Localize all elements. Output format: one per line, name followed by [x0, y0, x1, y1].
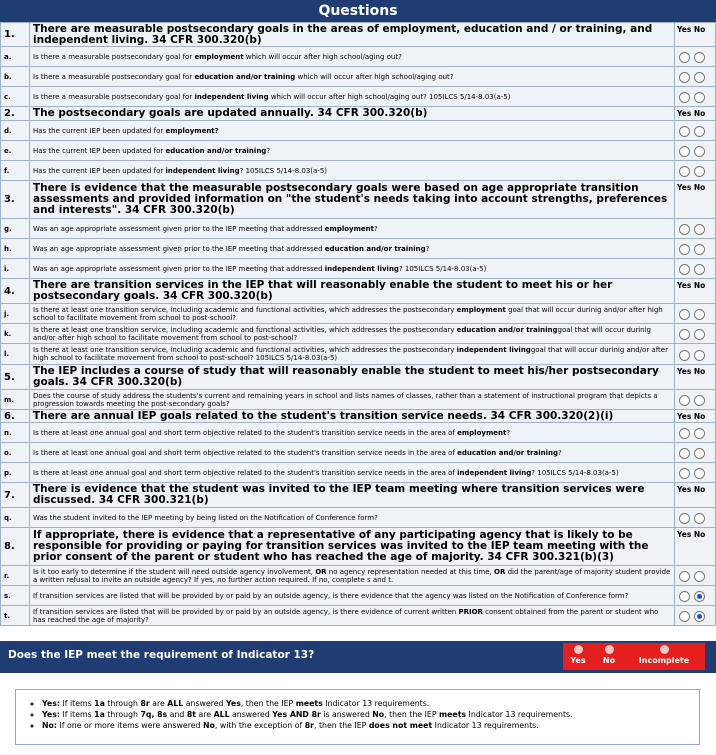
- yes-radio[interactable]: [679, 591, 690, 602]
- question-item-row: [1, 121, 716, 141]
- questions-header: Questions: [0, 0, 716, 22]
- no-radio[interactable]: [694, 468, 705, 479]
- answer-radios: [675, 87, 716, 107]
- indicator-options: [563, 643, 705, 670]
- question-heading: There is evidence that the student was invited to the IEP team meeting where transition services were discussed. 34 CFR 300.321(b): [30, 483, 675, 508]
- question-item-row: [1, 304, 716, 324]
- answer-radios: [675, 161, 716, 181]
- question-heading: There are annual IEP goals related to the student's transition service needs. 34 CFR 300.320(2)(i): [30, 410, 675, 423]
- item-number: m.: [1, 390, 30, 410]
- scoring-rule: ◦ No: If one or more items were answered No, with the exception of 8r, then the IEP does not meet Indicator 13 requirements.: [42, 720, 699, 731]
- item-number: h.: [1, 239, 30, 259]
- indicator-yes-option[interactable]: [567, 645, 589, 665]
- question-text: Is there a measurable postsecondary goal for education and/or training which will occur after high school/aging out?: [30, 67, 675, 87]
- item-number: k.: [1, 324, 30, 344]
- scoring-rule: ◦ Yes: If items 1a through 7q, 8s and 8t are ALL answered Yes AND 8r is answered No, then the IEP meets Indicator 13 requirements.: [42, 709, 699, 720]
- no-radio[interactable]: [694, 52, 705, 63]
- question-item-row: [1, 586, 716, 606]
- indicator-incomplete-label: Incomplete: [638, 656, 690, 665]
- yes-no-column-label: Yes No: [675, 23, 716, 47]
- yes-radio[interactable]: [679, 92, 690, 103]
- item-number: f.: [1, 161, 30, 181]
- question-heading: The IEP includes a course of study that will reasonably enable the student to meet his/her postsecondary goals. 34 CFR 300.320(b): [30, 365, 675, 390]
- item-number: b.: [1, 67, 30, 87]
- item-number: 2.: [1, 107, 30, 121]
- item-number: l.: [1, 344, 30, 365]
- item-number: r.: [1, 566, 30, 586]
- no-radio[interactable]: [694, 146, 705, 157]
- question-item-row: [1, 161, 716, 181]
- item-number: 4.: [1, 279, 30, 304]
- indicator-no-option[interactable]: [597, 645, 621, 665]
- question-header-row: [1, 365, 716, 390]
- yes-radio[interactable]: [679, 309, 690, 320]
- question-heading: If appropriate, there is evidence that a representative of any participating agency that is likely to be responsible for providing or paying for transition services was invited to the IEP team meeting with the prior consent of the parent or student who has reached the age of majority. 34 CFR 300.321(b)(3): [30, 528, 675, 566]
- no-radio[interactable]: [694, 611, 705, 622]
- question-text: Is there at least one annual goal and short term objective related to the student's transition service needs in the area of employment?: [30, 423, 675, 443]
- answer-radios: [675, 324, 716, 344]
- no-radio[interactable]: [694, 571, 705, 582]
- question-text: Is there at least one transition service, including academic and functional activities, which addresses the postsecondary independent livinggoal that will occur durinig and/or after high school to facilitate movement from school to post-school? 105ILCS 5/14-8.03(a-5): [30, 344, 675, 365]
- question-text: Is there at least one annual goal and short term objective related to the student's transition service needs in the area of education and/or training?: [30, 443, 675, 463]
- yes-radio[interactable]: [679, 611, 690, 622]
- indicator-incomplete-radio[interactable]: [660, 645, 669, 654]
- yes-radio[interactable]: [679, 513, 690, 524]
- no-radio[interactable]: [694, 513, 705, 524]
- yes-no-column-label: Yes No: [675, 365, 716, 390]
- question-text: Is there at least one transition service, including academic and functional activities, which addresses the postsecondary education and/or traininggoal that will occur durinig and/or after high school to facilitate movement from school to post-school?: [30, 324, 675, 344]
- answer-radios: [675, 47, 716, 67]
- answer-radios: [675, 390, 716, 410]
- yes-radio[interactable]: [679, 428, 690, 439]
- question-text: Has the current IEP been updated for employment?: [30, 121, 675, 141]
- question-item-row: [1, 87, 716, 107]
- item-number: 5.: [1, 365, 30, 390]
- question-header-row: [1, 410, 716, 423]
- no-radio[interactable]: [694, 166, 705, 177]
- scoring-rules-list: [16, 690, 699, 731]
- no-radio[interactable]: [694, 395, 705, 406]
- question-text: Is there at least one annual goal and short term objective related to the student's transition service needs in the area of independent living? 105ILCS 5/14-8.03(a-5): [30, 463, 675, 483]
- item-number: 1.: [1, 23, 30, 47]
- answer-radios: [675, 239, 716, 259]
- item-number: c.: [1, 87, 30, 107]
- question-text: Is there a measurable postsecondary goal for employment which will occur after high school/aging out?: [30, 47, 675, 67]
- item-number: e.: [1, 141, 30, 161]
- yes-radio[interactable]: [679, 571, 690, 582]
- yes-radio[interactable]: [679, 448, 690, 459]
- question-text: Was an age appropriate assessment given prior to the IEP meeting that addressed employment?: [30, 219, 675, 239]
- indicator-incomplete-option[interactable]: [629, 645, 699, 665]
- yes-no-column-label: Yes No: [675, 528, 716, 566]
- item-number: p.: [1, 463, 30, 483]
- yes-no-column-label: Yes No: [675, 483, 716, 508]
- question-text: Does the course of study address the students's current and remaining years in school and lists names of classes, rather than a statement of instructional program that depicts a progression towards meeting the post-secondary goals?: [30, 390, 675, 410]
- question-header-row: [1, 181, 716, 219]
- question-item-row: [1, 239, 716, 259]
- item-number: 7.: [1, 483, 30, 508]
- answer-radios: [675, 344, 716, 365]
- no-radio[interactable]: [694, 448, 705, 459]
- no-radio[interactable]: [694, 264, 705, 275]
- yes-radio[interactable]: [679, 72, 690, 83]
- question-item-row: [1, 324, 716, 344]
- question-item-row: [1, 390, 716, 410]
- indicator-question: Does the IEP meet the requirement of Indicator 13?: [8, 649, 315, 661]
- no-radio[interactable]: [694, 309, 705, 320]
- item-number: d.: [1, 121, 30, 141]
- questions-table: [0, 22, 716, 626]
- item-number: q.: [1, 508, 30, 528]
- question-item-row: [1, 423, 716, 443]
- yes-no-column-label: Yes No: [675, 410, 716, 423]
- item-number: 3.: [1, 181, 30, 219]
- yes-no-column-label: Yes No: [675, 181, 716, 219]
- answer-radios: [675, 67, 716, 87]
- question-text: Is there a measurable postsecondary goal for independent living which will occur after high school/aging out? 105ILCS 5/14-8.03(a-5): [30, 87, 675, 107]
- no-radio[interactable]: [694, 428, 705, 439]
- yes-radio[interactable]: [679, 244, 690, 255]
- question-text: If transition services are listed that will be provided by or paid by an outside agency, is there evidence that the agency was listed on the Notification of Conference form?: [30, 586, 675, 606]
- item-number: g.: [1, 219, 30, 239]
- indicator-yes-label: Yes: [570, 656, 586, 665]
- item-number: n.: [1, 423, 30, 443]
- question-item-row: [1, 344, 716, 365]
- no-radio[interactable]: [694, 350, 705, 361]
- indicator-no-radio[interactable]: [605, 645, 614, 654]
- answer-radios: [675, 304, 716, 324]
- question-text: Has the current IEP been updated for independent living? 105ILCS 5/14-8.03(a-5): [30, 161, 675, 181]
- answer-radios: [675, 508, 716, 528]
- yes-no-column-label: Yes No: [675, 279, 716, 304]
- question-header-row: [1, 23, 716, 47]
- question-item-row: [1, 67, 716, 87]
- question-header-row: [1, 528, 716, 566]
- question-text: If transition services are listed that will be provided by or paid by an outside agency, is there evidence of current written PRIOR consent obtained from the parent or student who has reached the age of majority?: [30, 606, 675, 626]
- question-item-row: [1, 606, 716, 626]
- question-item-row: [1, 141, 716, 161]
- question-item-row: [1, 259, 716, 279]
- question-heading: There are measurable postsecondary goals in the areas of employment, education and / or training, and independent living. 34 CFR 300.320(b): [30, 23, 675, 47]
- answer-radios: [675, 566, 716, 586]
- question-heading: The postsecondary goals are updated annually. 34 CFR 300.320(b): [30, 107, 675, 121]
- item-number: 8.: [1, 528, 30, 566]
- answer-radios: [675, 121, 716, 141]
- yes-radio[interactable]: [679, 166, 690, 177]
- answer-radios: [675, 586, 716, 606]
- yes-radio[interactable]: [679, 350, 690, 361]
- question-text: Was an age appropriate assessment given prior to the IEP meeting that addressed independent living? 105ILCS 5/14-8.03(a-5): [30, 259, 675, 279]
- indicator-bar: [0, 641, 716, 673]
- scoring-rule: ◦ Yes: If items 1a through 8r are ALL answered Yes, then the IEP meets Indicator 13 requirements.: [42, 698, 699, 709]
- question-item-row: [1, 47, 716, 67]
- item-number: i.: [1, 259, 30, 279]
- question-text: Was the student invited to the IEP meeting by being listed on the Notification of Conference form?: [30, 508, 675, 528]
- question-item-row: [1, 566, 716, 586]
- yes-radio[interactable]: [679, 468, 690, 479]
- scoring-rules-box: [15, 689, 700, 745]
- question-header-row: [1, 279, 716, 304]
- indicator-yes-radio[interactable]: [574, 645, 583, 654]
- answer-radios: [675, 141, 716, 161]
- answer-radios: [675, 463, 716, 483]
- question-item-row: [1, 508, 716, 528]
- no-radio[interactable]: [694, 591, 705, 602]
- yes-radio[interactable]: [679, 52, 690, 63]
- no-radio[interactable]: [694, 329, 705, 340]
- answer-radios: [675, 423, 716, 443]
- answer-radios: [675, 219, 716, 239]
- item-number: 6.: [1, 410, 30, 423]
- answer-radios: [675, 443, 716, 463]
- question-text: Has the current IEP been updated for education and/or training?: [30, 141, 675, 161]
- yes-radio[interactable]: [679, 126, 690, 137]
- question-heading: There are transition services in the IEP that will reasonably enable the student to meet his or her postsecondary goals. 34 CFR 300.320(b): [30, 279, 675, 304]
- answer-radios: [675, 259, 716, 279]
- question-item-row: [1, 463, 716, 483]
- question-header-row: [1, 107, 716, 121]
- item-number: o.: [1, 443, 30, 463]
- item-number: a.: [1, 47, 30, 67]
- question-text: Was an age appropriate assessment given prior to the IEP meeting that addressed education and/or training?: [30, 239, 675, 259]
- no-radio[interactable]: [694, 126, 705, 137]
- no-radio[interactable]: [694, 244, 705, 255]
- yes-radio[interactable]: [679, 329, 690, 340]
- yes-radio[interactable]: [679, 224, 690, 235]
- yes-radio[interactable]: [679, 395, 690, 406]
- indicator-no-label: No: [602, 656, 616, 665]
- question-text: Is it too early to determine if the student will need outside agency involvement, OR no agency representation needed at this time, OR did the parent/age of majority student provide a written refusal to invite an outside agency? If yes, no further action required. If no, complete s and t.: [30, 566, 675, 586]
- question-text: Is there at least one transition service, including academic and functional activities, which addresses the postsecondary employment goal that will occur durinig and/or after high school to facilitate movement from school to post-school?: [30, 304, 675, 324]
- no-radio[interactable]: [694, 72, 705, 83]
- item-number: j.: [1, 304, 30, 324]
- yes-radio[interactable]: [679, 264, 690, 275]
- question-item-row: [1, 443, 716, 463]
- answer-radios: [675, 606, 716, 626]
- item-number: s.: [1, 586, 30, 606]
- no-radio[interactable]: [694, 224, 705, 235]
- no-radio[interactable]: [694, 92, 705, 103]
- yes-no-column-label: Yes No: [675, 107, 716, 121]
- yes-radio[interactable]: [679, 146, 690, 157]
- question-heading: There is evidence that the measurable postsecondary goals were based on age appropriate transition assessments and provided information on "the student's needs taking into account strengths, preferences and interests". 34 CFR 300.320(b): [30, 181, 675, 219]
- question-header-row: [1, 483, 716, 508]
- item-number: t.: [1, 606, 30, 626]
- question-item-row: [1, 219, 716, 239]
